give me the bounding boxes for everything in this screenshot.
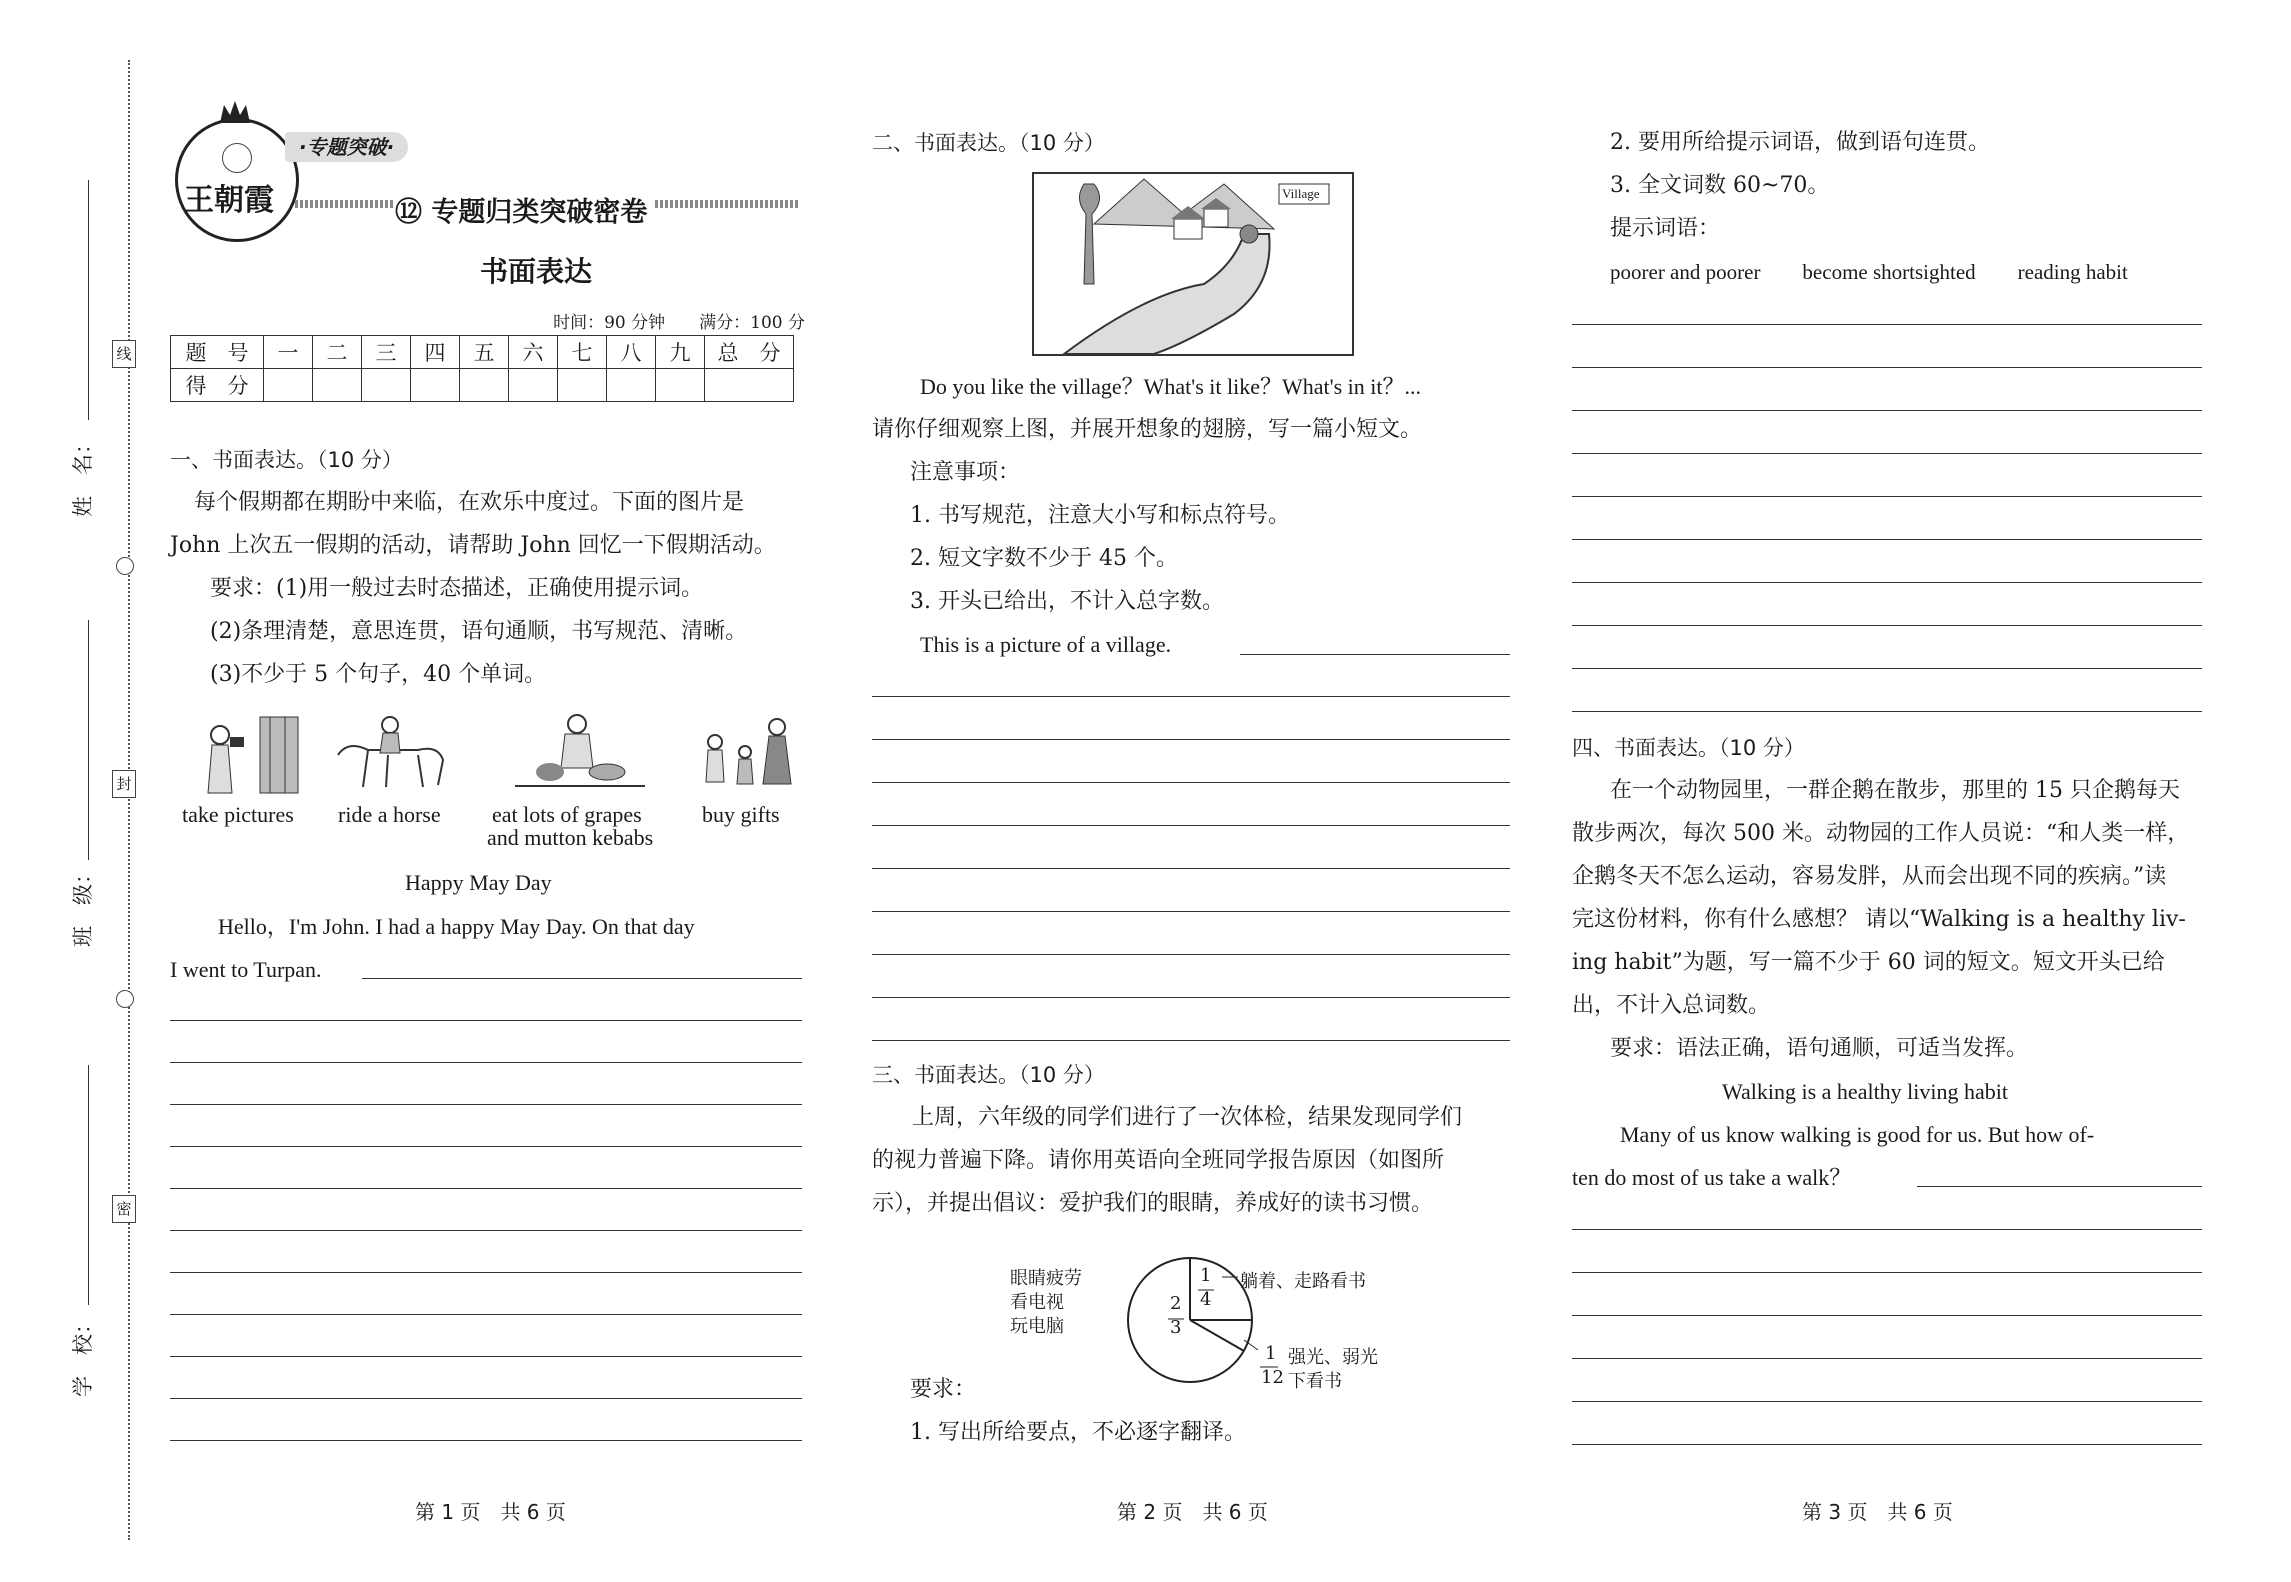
village-sign: Village <box>1282 186 1320 201</box>
score-cell[interactable] <box>607 369 656 402</box>
answer-line[interactable] <box>1572 367 2202 368</box>
section-2-heading: 二、书面表达。（10 分） <box>872 131 1105 155</box>
score-cell[interactable] <box>264 369 313 402</box>
score-table <box>170 335 794 402</box>
section-4-text: 出，不计入总词数。 <box>1572 993 1771 1018</box>
pie-label: 看电视 <box>1010 1292 1064 1313</box>
essay-4-opening: Many of us know walking is good for us. But how of- <box>1620 1122 2095 1147</box>
pie-label: 玩电脑 <box>1010 1316 1064 1337</box>
brand-name: 王朝霞 <box>184 183 274 218</box>
essay-1-opening: Hello，I'm John. I had a happy May Day. On that day <box>218 914 695 939</box>
answer-line[interactable] <box>872 782 1510 783</box>
answer-line[interactable] <box>170 1104 802 1105</box>
answer-line[interactable] <box>170 1398 802 1399</box>
answer-line[interactable] <box>872 825 1510 826</box>
answer-line[interactable] <box>1572 668 2202 669</box>
score-col: 二 <box>313 336 362 369</box>
pie-fraction-num: 2 <box>1170 1293 1182 1314</box>
score-cell[interactable] <box>362 369 411 402</box>
section-3-text: 上周，六年级的同学们进行了一次体检，结果发现同学们 <box>912 1105 1463 1130</box>
answer-line[interactable] <box>872 954 1510 955</box>
score-row-label: 题 号 <box>171 336 264 369</box>
section-4-text: 企鹅冬天不怎么运动，容易发胖，从而会出现不同的疾病。”读 <box>1572 864 2167 889</box>
picture-ride-horse <box>328 715 458 795</box>
score-cell[interactable] <box>411 369 460 402</box>
score-header-row <box>171 336 794 369</box>
section-1-text: 要求：(1)用一般过去时态描述，正确使用提示词。 <box>210 576 704 601</box>
answer-line[interactable] <box>1572 1272 2202 1273</box>
section-2-instruction: 请你仔细观察上图，并展开想象的翅膀，写一篇小短文。 <box>872 417 1423 442</box>
section-1-heading: 一、书面表达。（10 分） <box>170 448 403 472</box>
answer-line[interactable] <box>170 1440 802 1441</box>
crown-icon <box>218 99 252 125</box>
answer-line[interactable] <box>1572 410 2202 411</box>
section-3-text: 的视力普遍下降。请你用英语向全班同学报告原因（如图所 <box>872 1148 1445 1173</box>
class-field[interactable] <box>88 620 89 860</box>
time-info: 时间：90 分钟 满分：100 分 <box>553 313 805 333</box>
section-4-text: ing habit”为题，写一篇不少于 60 词的短文。短文开头已给 <box>1572 950 2165 975</box>
brand-logo <box>175 118 299 242</box>
topic-badge: ·专题突破· <box>285 132 408 162</box>
series-title <box>395 190 653 229</box>
caption-mutton-kebabs: and mutton kebabs <box>487 825 654 850</box>
vision-pie-chart <box>1010 1255 1380 1392</box>
essay-4-opening: ten do most of us take a walk？ <box>1572 1165 1852 1190</box>
section-1-text: John 上次五一假期的活动，请帮助 John 回忆一下假期活动。 <box>170 533 776 558</box>
section-2-question: Do you like the village？What's it like？What's in it？... <box>920 374 1422 399</box>
pie-fraction-num: 1 <box>1265 1343 1277 1364</box>
score-value-row <box>171 369 794 402</box>
section-3-text: 示），并提出倡议：爱护我们的眼睛，养成好的读书习惯。 <box>872 1191 1434 1216</box>
section-4-requirement: 要求：语法正确，语句通顺，可适当发挥。 <box>1610 1036 2029 1061</box>
answer-line[interactable] <box>1572 1358 2202 1359</box>
score-col: 九 <box>656 336 705 369</box>
hint-title: 提示词语： <box>1610 216 1721 241</box>
score-row-label: 得 分 <box>171 369 264 402</box>
answer-line[interactable] <box>170 1062 802 1063</box>
caption-take-pictures: take pictures <box>182 802 294 827</box>
answer-line[interactable] <box>1572 1229 2202 1230</box>
req-item: 1. 写出所给要点，不必逐字翻译。 <box>910 1420 1246 1445</box>
answer-line[interactable] <box>872 911 1510 912</box>
page-3 <box>1572 0 2212 1582</box>
village-picture <box>1032 172 1354 356</box>
essay-1-opening: I went to Turpan. <box>170 957 322 982</box>
portrait-icon <box>222 143 252 173</box>
note-item: 1. 书写规范，注意大小写和标点符号。 <box>910 503 1290 528</box>
section-4-text: 在一个动物园里，一群企鹅在散步，那里的 15 只企鹅每天 <box>1610 778 2180 803</box>
score-col: 八 <box>607 336 656 369</box>
answer-line[interactable] <box>872 1040 1510 1041</box>
page-footer: 第 1 页 共 6 页 <box>415 1500 566 1524</box>
answer-line[interactable] <box>170 1188 802 1189</box>
section-4-text: 散步两次，每次 500 米。动物园的工作人员说：“和人类一样， <box>1572 821 2190 846</box>
answer-line[interactable] <box>1572 1315 2202 1316</box>
answer-line[interactable] <box>170 1314 802 1315</box>
score-col: 五 <box>460 336 509 369</box>
score-cell[interactable] <box>509 369 558 402</box>
answer-line[interactable] <box>1572 711 2202 712</box>
page-2 <box>872 0 1512 1582</box>
score-col: 总 分 <box>705 336 794 369</box>
answer-line[interactable] <box>1572 539 2202 540</box>
answer-line[interactable] <box>1240 654 1510 655</box>
section-1-text: (2)条理清楚，意思连贯，语句通顺，书写规范、清晰。 <box>210 619 748 644</box>
seal-mark-line: 线 <box>112 340 136 368</box>
answer-line[interactable] <box>872 997 1510 998</box>
section-4-heading: 四、书面表达。（10 分） <box>1572 736 1805 760</box>
score-col: 四 <box>411 336 460 369</box>
score-col: 三 <box>362 336 411 369</box>
school-label: 学 校： <box>71 1313 95 1397</box>
series-number: ⑫ <box>395 197 422 228</box>
essay-1-title: Happy May Day <box>405 870 552 895</box>
answer-line[interactable] <box>872 739 1510 740</box>
pie-label: 下看书 <box>1288 1371 1342 1392</box>
pie-label: 躺着、走路看书 <box>1240 1271 1366 1292</box>
caption-ride-horse: ride a horse <box>338 802 441 827</box>
page-title: 书面表达 <box>480 255 593 288</box>
picture-eat-grapes <box>515 712 645 794</box>
answer-line[interactable] <box>170 1272 802 1273</box>
pie-fraction-den: 12 <box>1261 1367 1284 1388</box>
answer-line[interactable] <box>1572 625 2202 626</box>
note-item: 3. 开头已给出，不计入总字数。 <box>910 589 1224 614</box>
name-field[interactable] <box>88 180 89 420</box>
score-cell[interactable] <box>558 369 607 402</box>
seal-mark-seal: 封 <box>112 770 136 798</box>
answer-line[interactable] <box>1572 453 2202 454</box>
score-col: 七 <box>558 336 607 369</box>
req-item: 3. 全文词数 60~70。 <box>1610 173 1830 198</box>
score-cell[interactable] <box>460 369 509 402</box>
pie-fraction-den: 4 <box>1200 1289 1212 1310</box>
answer-line[interactable] <box>170 1020 802 1021</box>
pie-left-labels <box>1010 1267 1082 1339</box>
caption-buy-gifts: buy gifts <box>702 802 780 827</box>
answer-line[interactable] <box>872 696 1510 697</box>
binding-line <box>128 60 130 1540</box>
pie-label: 眼睛疲劳 <box>1010 1268 1082 1289</box>
answer-line[interactable] <box>170 1146 802 1147</box>
picture-buy-gifts <box>695 712 805 794</box>
section-3-heading: 三、书面表达。（10 分） <box>872 1063 1105 1087</box>
req-item: 2. 要用所给提示词语，做到语句连贯。 <box>1610 130 1990 155</box>
answer-line[interactable] <box>1917 1186 2202 1187</box>
answer-line[interactable] <box>170 1356 802 1357</box>
picture-take-pictures <box>190 715 302 795</box>
seal-mark-secret: 密 <box>112 1195 136 1223</box>
answer-line[interactable] <box>1572 582 2202 583</box>
pie-fraction-num: 1 <box>1200 1265 1212 1286</box>
answer-line[interactable] <box>1572 1401 2202 1402</box>
score-col: 六 <box>509 336 558 369</box>
binding-hole <box>116 557 134 575</box>
binding-hole <box>116 990 134 1008</box>
essay-4-title: Walking is a healthy living habit <box>1722 1079 2009 1104</box>
answer-line[interactable] <box>1572 324 2202 325</box>
answer-line[interactable] <box>170 1230 802 1231</box>
section-1-text: 每个假期都在期盼中来临，在欢乐中度过。下面的图片是 <box>194 490 745 515</box>
class-label: 班 级： <box>71 863 95 947</box>
hint-words: poorer and poorer become shortsighted reading habit <box>1610 260 2128 284</box>
answer-line[interactable] <box>872 868 1510 869</box>
caption-eat-grapes: eat lots of grapes <box>492 802 642 827</box>
answer-line[interactable] <box>1572 1444 2202 1445</box>
pie-fraction-den: 3 <box>1170 1317 1182 1338</box>
score-cell[interactable] <box>705 369 794 402</box>
req-title: 要求： <box>910 1377 977 1402</box>
score-col: 一 <box>264 336 313 369</box>
name-label: 姓 名： <box>71 433 95 517</box>
series-title-text: 专题归类突破密卷 <box>431 197 648 228</box>
page-footer: 第 2 页 共 6 页 <box>1117 1500 1268 1524</box>
section-1-text: (3)不少于 5 个句子，40 个单词。 <box>210 662 547 687</box>
note-item: 2. 短文字数不少于 45 个。 <box>910 546 1178 571</box>
answer-line[interactable] <box>362 978 802 979</box>
score-cell[interactable] <box>656 369 705 402</box>
score-cell[interactable] <box>313 369 362 402</box>
answer-line[interactable] <box>1572 496 2202 497</box>
page-1 <box>170 0 805 1582</box>
page-footer: 第 3 页 共 6 页 <box>1802 1500 1953 1524</box>
essay-2-opening: This is a picture of a village. <box>920 632 1172 657</box>
pie-label: 强光、弱光 <box>1288 1347 1378 1368</box>
section-4-text: 完这份材料，你有什么感想？ 请以“Walking is a healthy liv- <box>1572 907 2186 932</box>
school-field[interactable] <box>88 1065 89 1305</box>
notes-title: 注意事项： <box>910 460 1021 485</box>
